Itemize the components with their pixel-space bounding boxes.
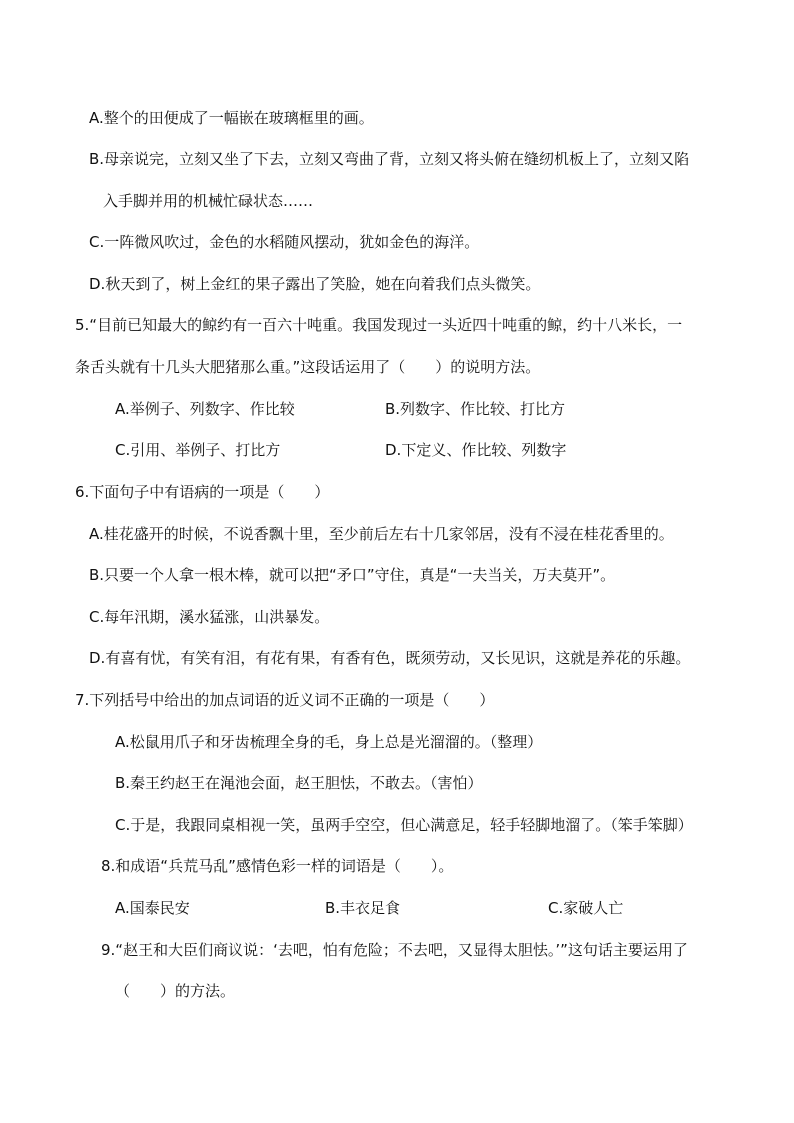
- q6-stem: 6.下面句子中有语病的一项是（ ）: [75, 483, 330, 501]
- q5-option-c: C.引用、举例子、打比方: [115, 441, 281, 459]
- q8-option-b: B.丰衣足食: [325, 899, 401, 917]
- q6-option-b: B.只要一个人拿一根木棒，就可以把“矛口”守住，真是“一夫当关，万夫莫开”。: [89, 566, 616, 584]
- q7-option-b: B.秦王约赵王在渑池会面，赵王胆怯，不敢去。（害怕）: [115, 774, 483, 792]
- q4-option-d: D.秋天到了，树上金红的果子露出了笑脸，她在向着我们点头微笑。: [89, 275, 541, 293]
- q6-option-c: C.每年汛期，溪水猛涨，山洪暴发。: [89, 608, 330, 626]
- q5-option-d: D.下定义、作比较、列数字: [385, 441, 567, 459]
- q8-option-c: C.家破人亡: [548, 899, 624, 917]
- q8-stem: 8.和成语“兵荒马乱”感情色彩一样的词语是（ ）。: [101, 857, 454, 875]
- q6-option-a: A.桂花盛开的时候，不说香飘十里，至少前后左右十几家邻居，没有不浸在桂花香里的。: [89, 525, 674, 543]
- q4-option-b-line2: 入手脚并用的机械忙碌状态……: [103, 192, 314, 210]
- q8-option-a: A.国泰民安: [115, 899, 190, 917]
- q6-option-d: D.有喜有忧，有笑有泪，有花有果，有香有色，既须劳动，又长见识，这就是养花的乐趣。: [89, 649, 691, 667]
- q5-stem-line2: 条舌头就有十几头大肥猪那么重。”这段话运用了（ ）的说明方法。: [75, 358, 541, 376]
- q5-stem-line1: 5.“目前已知最大的鲸约有一百六十吨重。我国发现过一头近四十吨重的鲸，约十八米长，一: [75, 316, 683, 334]
- q5-option-a: A.举例子、列数字、作比较: [115, 400, 295, 418]
- q7-option-c: C.于是，我跟同桌相视一笑，虽两手空空，但心满意足，轻手轻脚地溜了。（笨手笨脚）: [115, 816, 693, 834]
- q9-stem-line1: 9.“赵王和大臣们商议说：‘去吧，怕有危险；不去吧，又显得太胆怯。’”这句话主要运用了: [101, 941, 688, 959]
- q4-option-c: C.一阵微风吹过，金色的水稻随风摆动，犹如金色的海洋。: [89, 233, 480, 251]
- q7-option-a: A.松鼠用爪子和牙齿梳理全身的毛，身上总是光溜溜的。（整理）: [115, 733, 543, 751]
- q4-option-a: A.整个的田便成了一幅嵌在玻璃框里的画。: [89, 109, 374, 127]
- q9-stem-line2: （ ）的方法。: [115, 982, 236, 1000]
- q5-option-b: B.列数字、作比较、打比方: [385, 400, 566, 418]
- q4-option-b-line1: B.母亲说完，立刻又坐了下去，立刻又弯曲了背，立刻又将头俯在缝纫机板上了，立刻又陷: [89, 150, 690, 168]
- q7-stem: 7.下列括号中给出的加点词语的近义词不正确的一项是（ ）: [75, 691, 495, 709]
